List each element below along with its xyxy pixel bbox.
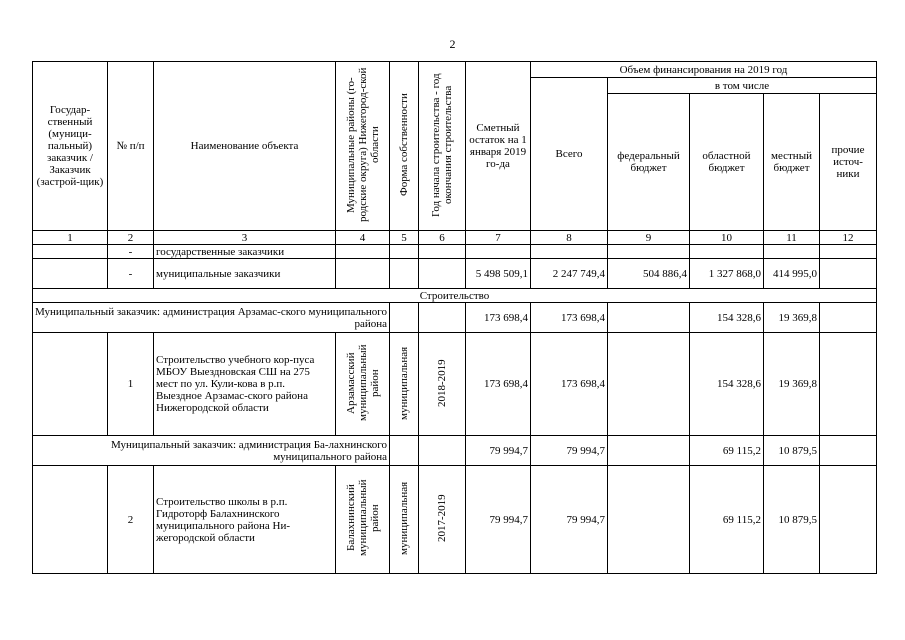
header-financing-title: Объем финансирования на 2019 год bbox=[531, 62, 877, 78]
table-row-item-1 bbox=[33, 333, 877, 436]
header-object-name: Наименование объекта bbox=[154, 62, 336, 231]
group-local: 10 879,5 bbox=[764, 436, 820, 466]
item-years: 2018-2019 bbox=[419, 333, 466, 436]
header-row-1 bbox=[33, 62, 877, 78]
item-total: 79 994,7 bbox=[531, 466, 608, 574]
col-num-5: 5 bbox=[390, 231, 419, 245]
col-num-6: 6 bbox=[419, 231, 466, 245]
group-row-balakhna bbox=[33, 436, 877, 466]
group-remaining: 173 698,4 bbox=[466, 303, 531, 333]
header-regional: областной бюджет bbox=[690, 94, 764, 231]
page-number: 2 bbox=[449, 37, 456, 51]
header-federal: федеральный бюджет bbox=[608, 94, 690, 231]
table-row-municipal-customers bbox=[33, 259, 877, 289]
col-num-1: 1 bbox=[33, 231, 108, 245]
item-num: 2 bbox=[108, 466, 154, 574]
group-remaining: 79 994,7 bbox=[466, 436, 531, 466]
header-customer: Государ-ственный (муници-пальный) заказчик / Заказчик (застрой-щик) bbox=[33, 62, 108, 231]
col-num-4: 4 bbox=[336, 231, 390, 245]
item-name: Строительство учебного кор-пуса МБОУ Выездновская СШ на 275 мест по ул. Кули-кова в р.п. Выездное Арзамас-ского района Нижегородской области bbox=[154, 333, 336, 436]
header-remaining: Сметный остаток на 1 января 2019 го-да bbox=[466, 62, 531, 231]
group-row-arzamas bbox=[33, 303, 877, 333]
row-name: государственные заказчики bbox=[154, 245, 336, 259]
item-ownership: муниципальная bbox=[390, 466, 419, 574]
row-federal: 504 886,4 bbox=[608, 259, 690, 289]
header-municipal-districts: Муниципальные районы (го-родские округа) Нижегород-ской области bbox=[336, 62, 390, 231]
item-total: 173 698,4 bbox=[531, 333, 608, 436]
group-total: 79 994,7 bbox=[531, 436, 608, 466]
group-label: Муниципальный заказчик: администрация Арзамас-ского муниципального района bbox=[33, 303, 390, 333]
item-local: 10 879,5 bbox=[764, 466, 820, 574]
header-including: в том числе bbox=[608, 78, 877, 94]
financing-table bbox=[32, 61, 877, 574]
col-num-7: 7 bbox=[466, 231, 531, 245]
row-regional: 1 327 868,0 bbox=[690, 259, 764, 289]
row-total: 2 247 749,4 bbox=[531, 259, 608, 289]
header-total: Всего bbox=[531, 78, 608, 231]
row-num: - bbox=[108, 245, 154, 259]
header-other: прочие источ-ники bbox=[820, 94, 877, 231]
header-local: местный бюджет bbox=[764, 94, 820, 231]
item-regional: 69 115,2 bbox=[690, 466, 764, 574]
header-num: № п/п bbox=[108, 62, 154, 231]
item-years: 2017-2019 bbox=[419, 466, 466, 574]
row-name: муниципальные заказчики bbox=[154, 259, 336, 289]
header-years: Год начала строительства - год окончания строительства bbox=[419, 62, 466, 231]
col-num-2: 2 bbox=[108, 231, 154, 245]
item-ownership: муниципальная bbox=[390, 333, 419, 436]
group-local: 19 369,8 bbox=[764, 303, 820, 333]
item-remaining: 173 698,4 bbox=[466, 333, 531, 436]
col-num-11: 11 bbox=[764, 231, 820, 245]
table-row-state-customers bbox=[33, 245, 877, 259]
item-local: 19 369,8 bbox=[764, 333, 820, 436]
item-district: Арзамасский муниципальный район bbox=[336, 333, 390, 436]
col-num-8: 8 bbox=[531, 231, 608, 245]
row-remaining: 5 498 509,1 bbox=[466, 259, 531, 289]
item-name: Строительство школы в р.п. Гидроторф Балахнинского муниципального района Ни-жегородской области bbox=[154, 466, 336, 574]
row-local: 414 995,0 bbox=[764, 259, 820, 289]
group-label: Муниципальный заказчик: администрация Ба-лахнинского муниципального района bbox=[33, 436, 390, 466]
group-regional: 69 115,2 bbox=[690, 436, 764, 466]
section-row-construction bbox=[33, 289, 877, 303]
group-regional: 154 328,6 bbox=[690, 303, 764, 333]
col-num-10: 10 bbox=[690, 231, 764, 245]
item-num: 1 bbox=[108, 333, 154, 436]
col-num-12: 12 bbox=[820, 231, 877, 245]
item-district: Балахнинский муниципальный район bbox=[336, 466, 390, 574]
row-num: - bbox=[108, 259, 154, 289]
section-title: Строительство bbox=[33, 289, 877, 303]
table-row-item-2 bbox=[33, 466, 877, 574]
col-num-3: 3 bbox=[154, 231, 336, 245]
col-num-9: 9 bbox=[608, 231, 690, 245]
item-remaining: 79 994,7 bbox=[466, 466, 531, 574]
item-regional: 154 328,6 bbox=[690, 333, 764, 436]
column-numbers-row bbox=[33, 231, 877, 245]
header-ownership: Форма собственности bbox=[390, 62, 419, 231]
group-total: 173 698,4 bbox=[531, 303, 608, 333]
